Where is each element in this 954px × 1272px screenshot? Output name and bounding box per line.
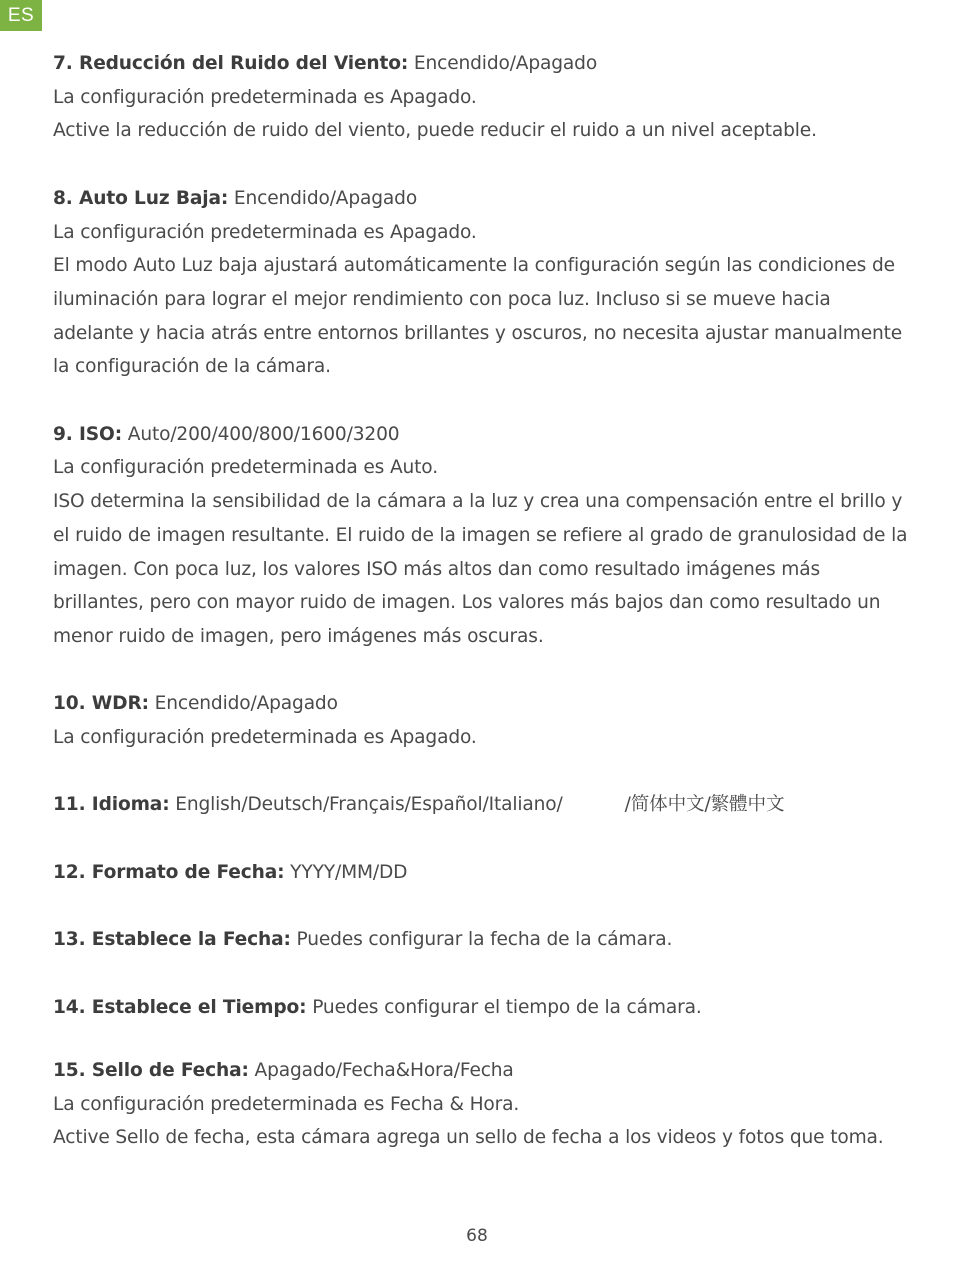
section-text: La configuración predeterminada es Fecha & Hora.	[53, 1093, 520, 1115]
section-text: La configuración predeterminada es Apagado.	[53, 727, 477, 749]
section-options: Apagado/Fecha&Hora/Fecha	[248, 1059, 514, 1081]
section-options: Puedes configurar el tiempo de la cámara.	[306, 996, 702, 1018]
section-options: Puedes configurar la fecha de la cámara.	[290, 929, 673, 951]
section-heading	[53, 687, 913, 721]
section-label: 11. Idioma:	[53, 794, 170, 816]
section-text: La configuración predeterminada es Auto.	[53, 457, 438, 479]
section-options-tail: /简体中文/繁體中文	[624, 794, 785, 816]
section-date-stamp	[53, 1054, 913, 1155]
section-label: 9. ISO:	[53, 423, 122, 445]
section-label: 14. Establece el Tiempo:	[53, 996, 307, 1018]
section-options: Encendido/Apagado	[408, 53, 598, 74]
section-auto-low-light	[53, 182, 913, 384]
section-text: La configuración predeterminada es Apagado.	[53, 221, 477, 243]
section-text: El modo Auto Luz baja ajustará automáticamente la configuración según las condiciones de iluminación para lograr el mejor rendimiento con poca luz. Incluso si se mueve hacia adelante y hacia atrás entre entornos brillantes y oscuros, no necesita ajustar manualmente la configuración de la cámara.	[53, 255, 903, 378]
section-label: 8. Auto Luz Baja:	[53, 187, 229, 209]
section-heading	[53, 856, 913, 890]
section-text: ISO determina la sensibilidad de la cámara a la luz y crea una compensación entre el brillo y el ruido de imagen resultante. El ruido de la imagen se refiere al grado de granulosidad de la imagen. Con poca luz, los valores ISO más altos dan como resultado imágenes más brillantes, pero con mayor ruido de imagen. Los valores más bajos dan como resultado un menor ruido de imagen, pero imágenes más oscuras.	[53, 491, 908, 647]
section-language	[53, 788, 913, 822]
section-heading	[53, 991, 913, 1025]
settings-description-list	[53, 47, 913, 1189]
section-heading	[53, 182, 913, 216]
section-options: English/Deutsch/Français/Español/Italiano/	[169, 794, 563, 816]
section-heading	[53, 923, 913, 957]
section-heading	[53, 47, 913, 81]
section-heading	[53, 788, 913, 822]
section-options: Encendido/Apagado	[148, 693, 338, 715]
section-label: 15. Sello de Fecha:	[53, 1059, 249, 1081]
section-options: Auto/200/400/800/1600/3200	[121, 423, 400, 445]
section-label: 7. Reducción del Ruido del Viento:	[53, 53, 409, 74]
section-text: La configuración predeterminada es Apagado.	[53, 86, 477, 108]
section-iso	[53, 418, 913, 654]
section-set-time	[53, 991, 913, 1025]
section-label: 12. Formato de Fecha:	[53, 861, 285, 883]
section-set-date	[53, 923, 913, 957]
section-heading	[53, 1054, 913, 1088]
section-text: Active la reducción de ruido del viento, puede reducir el ruido a un nivel aceptable.	[53, 120, 817, 142]
section-date-format	[53, 856, 913, 890]
page-number: 68	[466, 1226, 488, 1246]
section-options: YYYY/MM/DD	[284, 861, 408, 883]
section-heading	[53, 418, 913, 452]
section-label: 13. Establece la Fecha:	[53, 929, 291, 951]
section-label: 10. WDR:	[53, 693, 149, 715]
section-wind-noise-reduction	[53, 47, 913, 148]
section-wdr	[53, 687, 913, 754]
section-text: Active Sello de fecha, esta cámara agrega un sello de fecha a los videos y fotos que toma.	[53, 1127, 884, 1149]
section-options: Encendido/Apagado	[228, 187, 418, 209]
language-tab: ES	[0, 0, 42, 31]
